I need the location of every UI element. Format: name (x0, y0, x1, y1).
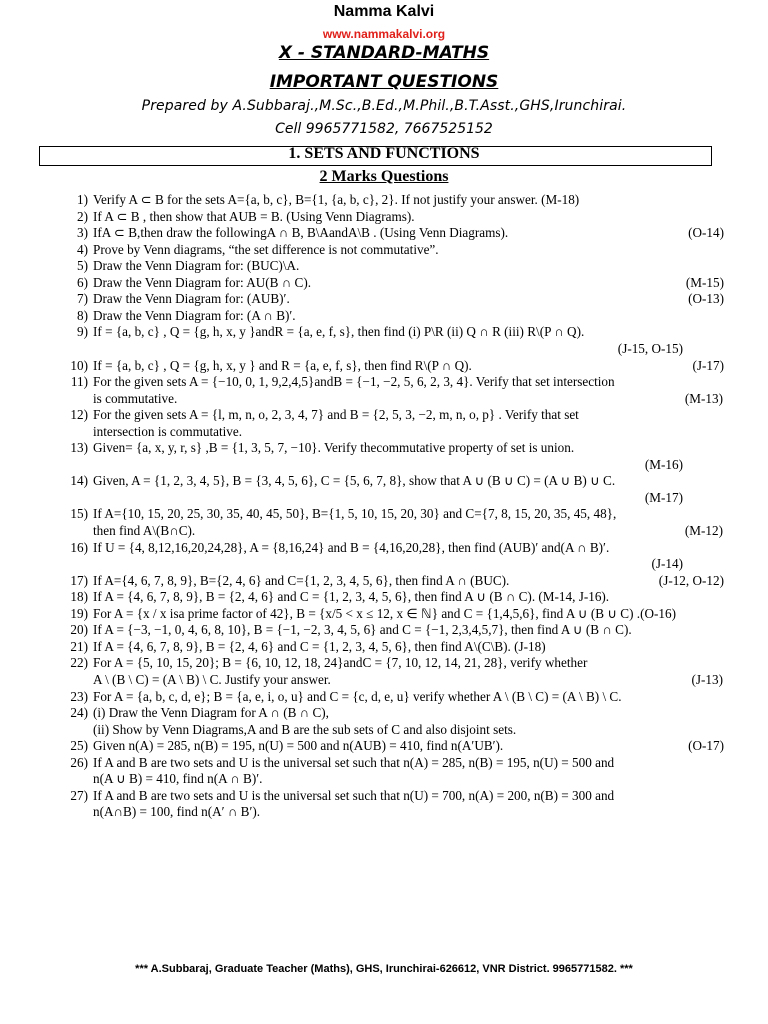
question-text: (i) Draw the Venn Diagram for A ∩ (B ∩ C), (93, 705, 329, 721)
exam-reference: (O-13) (688, 291, 724, 307)
question-number: 24) (70, 705, 88, 721)
question-text: Given n(A) = 285, n(B) = 195, n(U) = 500 and n(AUB) = 410, find n(A′UB′). (93, 738, 504, 754)
question-text: (J-14) (651, 556, 683, 572)
question-text: For the given sets A = {−10, 0, 1, 9,2,4,5}andB = {−1, −2, 5, 6, 2, 3, 4}. Verify that set intersection (93, 374, 615, 390)
question-text: Draw the Venn Diagram for: (A ∩ B)′. (93, 307, 296, 323)
question-number: 21) (70, 638, 88, 654)
document-title: X - STANDARD-MATHS (278, 43, 490, 63)
question-number: 6) (77, 274, 88, 290)
question-number: 1) (77, 192, 88, 207)
question-number: 14) (70, 473, 88, 489)
question-text: (J-15, O-15) (617, 340, 683, 356)
question-number: 23) (70, 688, 88, 704)
question-number: 27) (70, 787, 88, 803)
site-url[interactable]: www.nammakalvi.org (322, 27, 446, 41)
question-text: Draw the Venn Diagram for: (AUB)′. (93, 291, 290, 307)
exam-reference: (J-13) (691, 671, 723, 687)
question-number: 16) (70, 539, 88, 555)
question-number: 15) (70, 506, 88, 522)
question-number: 2) (77, 208, 88, 224)
question-text: If = {a, b, c} , Q = {g, h, x, y }andR = {a, e, f, s}, then find (i) P\R (ii) Q ∩ R (iii) R\(P ∩ Q). (93, 324, 585, 340)
question-number: 12) (70, 407, 88, 423)
question-text: then find A\(B∩C). (93, 523, 196, 538)
question-number: 20) (70, 622, 88, 638)
question-number: 8) (77, 307, 88, 323)
chapter-title: 1. SETS AND FUNCTIONS (288, 145, 480, 162)
exam-reference: (O-14) (688, 225, 724, 241)
question-text: If A = {4, 6, 7, 8, 9}, B = {2, 4, 6} and C = {1, 2, 3, 4, 5, 6}, then find A\(C\B). (J-18) (93, 638, 546, 654)
question-text: If A={10, 15, 20, 25, 30, 35, 40, 45, 50}, B={1, 5, 10, 15, 20, 30} and C={7, 8, 15, 20, 35, 45, 48}, (93, 506, 617, 522)
exam-reference: (M-15) (685, 274, 724, 290)
question-text: If U = {4, 8,12,16,20,24,28}, A = {8,16,24} and B = {4,16,20,28}, then find (AUB)′ and(A ∩ B)′. (93, 539, 610, 555)
question-number: 9) (77, 324, 88, 340)
exam-reference: (O-17) (688, 738, 724, 754)
question-text: For A = {5, 10, 15, 20}; B = {6, 10, 12, 18, 24}andC = {7, 10, 12, 14, 21, 28}, verify whether (93, 655, 588, 671)
question-text: If A and B are two sets and U is the universal set such that n(A) = 285, n(B) = 195, n(U) = 500 and (93, 754, 615, 770)
question-text: If = {a, b, c} , Q = {g, h, x, y } and R = {a, e, f, s}, then find R\(P ∩ Q). (93, 357, 472, 373)
question-text: If A and B are two sets and U is the universal set such that n(U) = 700, n(A) = 200, n(B) = 300 and (93, 787, 615, 803)
question-text: (M-17) (644, 489, 683, 505)
question-number: 13) (70, 440, 88, 456)
question-text: Given= {a, x, y, r, s} ,B = {1, 3, 5, 7, −10}. Verify thecommutative property of set is union. (93, 440, 575, 456)
question-text: (ii) Show by Venn Diagrams,A and B are the sub sets of C and also disjoint sets. (93, 721, 517, 737)
question-text: For A = {a, b, c, d, e}; B = {a, e, i, o, u} and C = {c, d, e, u} verify whether A \ (B \ C) = (A \ B) \ C. (93, 688, 622, 704)
question-text: If A = {−3, −1, 0, 4, 6, 8, 10}, B = {−1, −2, 3, 4, 5, 6} and C = {−1, 2,3,4,5,7}, then find A ∪ (B ∩ C). (93, 622, 632, 638)
site-name: Namma Kalvi (333, 3, 435, 20)
question-text: A \ (B \ C) = (A \ B) \ C. Justify your answer. (93, 671, 331, 687)
exam-reference: (M-12) (684, 523, 723, 538)
question-number: 25) (70, 738, 88, 754)
question-number: 19) (70, 605, 88, 621)
exam-reference: (M-13) (684, 390, 723, 406)
question-text: (M-16) (644, 456, 683, 472)
question-text: If A = {4, 6, 7, 8, 9}, B = {2, 4, 6} and C = {1, 2, 3, 4, 5, 6}, then find A ∪ (B ∩ C). (M-14, J-16). (93, 589, 610, 605)
question-text: Prove by Venn diagrams, “the set difference is not commutative”. (93, 241, 439, 257)
question-number: 7) (77, 291, 88, 307)
question-text: is commutative. (93, 390, 178, 406)
question-text: For A = {x / x isa prime factor of 42}, B = {x/5 < x ≤ 12, x ∈ ℕ} and C = {1,4,5,6}, find A ∪ (B ∪ C) .(O-16) (93, 605, 676, 621)
question-number: 18) (70, 589, 88, 605)
question-number: 10) (70, 357, 88, 373)
question-text: Verify A ⊂ B for the sets A={a, b, c}, B={1, {a, b, c}, 2}. If not justify your answer. (M-18) (93, 192, 580, 207)
contact-cell: Cell 9965771582, 7667525152 (275, 121, 493, 137)
question-text: For the given sets A = {l, m, n, o, 2, 3, 4, 7} and B = {2, 5, 3, −2, m, n, o, p} . Verify that set (93, 407, 579, 423)
question-number: 4) (77, 241, 88, 257)
exam-reference: (J-17) (692, 357, 724, 373)
question-text: If A={4, 6, 7, 8, 9}, B={2, 4, 6} and C={1, 2, 3, 4, 5, 6}, then find A ∩ (BUC). (93, 572, 510, 588)
question-number: 11) (70, 374, 88, 390)
question-number: 3) (77, 225, 88, 241)
exam-reference: (J-12, O-12) (658, 572, 724, 588)
question-text: IfA ⊂ B,then draw the followingA ∩ B, B\AandA\B . (Using Venn Diagrams). (93, 225, 509, 241)
question-text: intersection is commutative. (93, 423, 243, 439)
question-number: 22) (70, 655, 88, 671)
section-title: 2 Marks Questions (319, 168, 449, 185)
question-number: 5) (77, 258, 88, 274)
question-text: Given, A = {1, 2, 3, 4, 5}, B = {3, 4, 5, 6}, C = {5, 6, 7, 8}, show that A ∪ (B ∪ C) = (A ∪ B) ∪ C. (93, 473, 616, 489)
prepared-by: Prepared by A.Subbaraj.,M.Sc.,B.Ed.,M.Phil.,B.T.Asst.,GHS,Irunchirai. (141, 98, 627, 114)
question-number: 26) (70, 754, 88, 770)
question-text: If A ⊂ B , then show that AUB = B. (Using Venn Diagrams). (93, 208, 415, 224)
question-number: 17) (70, 572, 88, 588)
document-subtitle: IMPORTANT QUESTIONS (269, 72, 499, 92)
question-text: Draw the Venn Diagram for: AU(B ∩ C). (93, 274, 312, 290)
question-text: n(A∩B) = 100, find n(A′ ∩ B′). (93, 804, 261, 820)
footer: *** A.Subbaraj, Graduate Teacher (Maths), GHS, Irunchirai-626612, VNR District. 9965771582. *** (135, 963, 633, 975)
question-text: Draw the Venn Diagram for: (BUC)\A. (93, 258, 300, 274)
question-text: n(A ∪ B) = 410, find n(A ∩ B)′. (93, 771, 263, 787)
